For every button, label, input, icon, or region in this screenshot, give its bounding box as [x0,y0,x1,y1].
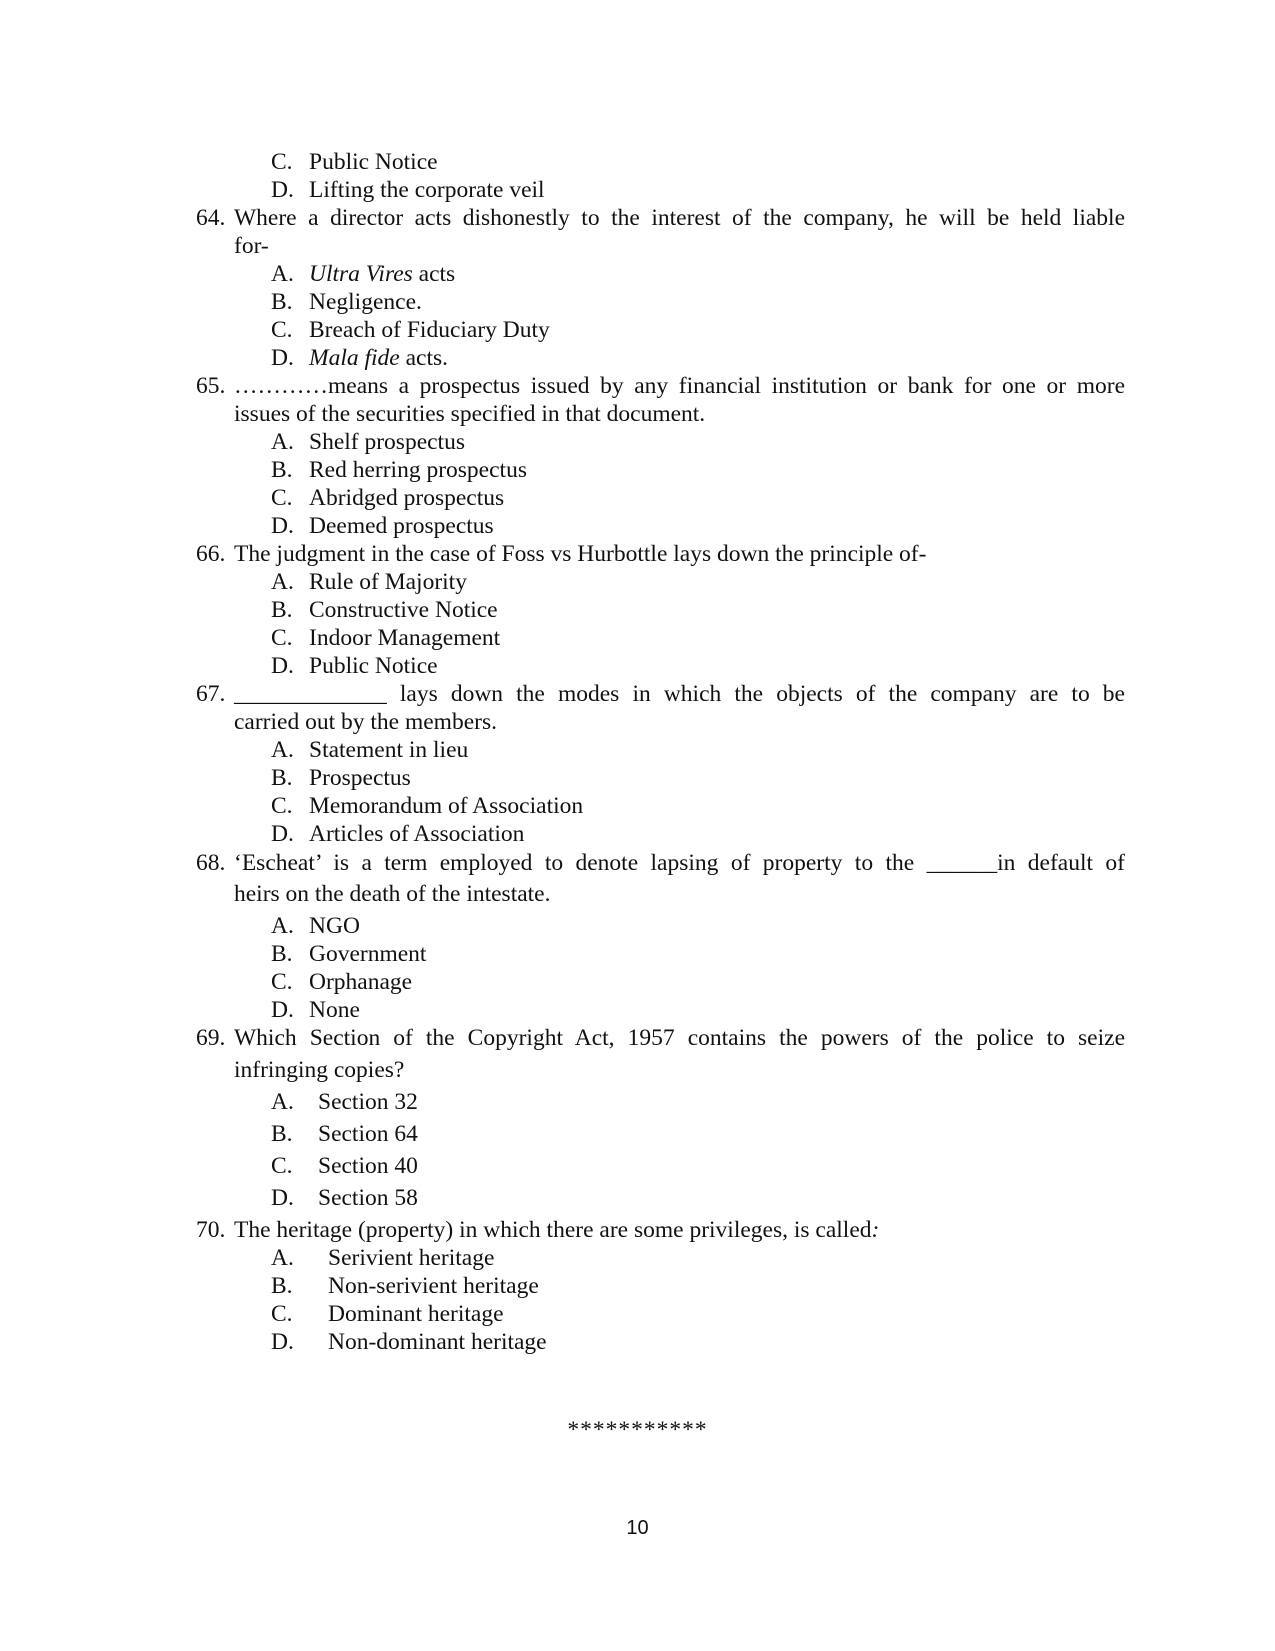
option-letter: C. [271,625,293,651]
option-letter: C. [271,149,293,175]
option-letter: D. [271,821,294,847]
option-letter: B. [271,457,293,483]
option-text: Section 58 [318,1185,418,1211]
option-letter: B. [271,289,293,315]
question-number: 69. [196,1025,226,1051]
question-text: for- [234,233,269,259]
option-letter: D. [271,345,294,371]
option-letter: B. [271,1273,293,1299]
question-text: Where a director acts dishonestly to the interest of the company, he will be held liable [234,205,1125,231]
question-number: 64. [196,205,226,231]
option-letter: D. [271,177,294,203]
option-letter: C. [271,1153,293,1179]
option-text: Serivient heritage [328,1245,495,1271]
option-letter: A. [271,913,294,939]
question-text: The judgment in the case of Foss vs Hurbottle lays down the principle of- [234,541,927,567]
option-text: Dominant heritage [328,1301,504,1327]
option-text: Constructive Notice [309,597,498,623]
option-text: Section 64 [318,1121,418,1147]
question-number: 65. [196,373,226,399]
option-letter: B. [271,1121,293,1147]
option-letter: C. [271,793,293,819]
option-text: Public Notice [309,653,438,679]
question-text: ‘Escheat’ is a term employed to denote lapsing of property to the ______in default of [234,850,1125,876]
option-text: Statement in lieu [309,737,469,763]
italic-term: Ultra Vires [309,261,413,287]
option-letter: A. [271,1245,294,1271]
option-letter: C. [271,485,293,511]
option-text: Government [309,941,427,967]
question-number: 68. [196,850,226,876]
option-text: Non-serivient heritage [328,1273,539,1299]
option-text: Negligence. [309,289,422,315]
italic-term: Mala fide [309,345,400,371]
option-letter: D. [271,1329,294,1355]
question-text: infringing copies? [234,1057,405,1083]
option-text: Public Notice [309,149,438,175]
option-text: Breach of Fiduciary Duty [309,317,550,343]
end-separator: *********** [567,1417,708,1443]
option-letter: B. [271,941,293,967]
option-letter: A. [271,1089,294,1115]
option-text: Memorandum of Association [309,793,584,819]
option-letter: A. [271,737,294,763]
option-text: Rule of Majority [309,569,467,595]
option-letter: A. [271,429,294,455]
option-text: Non-dominant heritage [328,1329,547,1355]
question-number: 67. [196,681,226,707]
question-number: 70. [196,1217,226,1243]
option-letter: D. [271,653,294,679]
option-text: Prospectus [309,765,411,791]
option-text: Shelf prospectus [309,429,465,455]
question-text: carried out by the members. [234,709,497,735]
question-text: _____________ lays down the modes in which the objects of the company are to be [234,681,1125,707]
option-letter: C. [271,1301,293,1327]
option-text: Orphanage [309,969,413,995]
option-text: Lifting the corporate veil [309,177,545,203]
option-text: Articles of Association [309,821,525,847]
question-text: The heritage (property) in which there are some privileges, is called: [234,1217,880,1243]
option-text: Ultra Vires acts [309,261,456,287]
option-text: Section 40 [318,1153,418,1179]
option-letter: D. [271,1185,294,1211]
question-text: issues of the securities specified in that document. [234,401,706,427]
option-text: Mala fide acts. [309,345,449,371]
option-letter: A. [271,569,294,595]
question-number: 66. [196,541,226,567]
option-letter: B. [271,765,293,791]
option-letter: D. [271,513,294,539]
option-text: Section 32 [318,1089,418,1115]
question-text: heirs on the death of the intestate. [234,881,551,907]
option-text: Indoor Management [309,625,501,651]
option-letter: A. [271,261,294,287]
option-letter: C. [271,969,293,995]
option-letter: B. [271,597,293,623]
option-text: Deemed prospectus [309,513,494,539]
option-text: None [309,997,360,1023]
option-text: NGO [309,913,360,939]
question-text: …………means a prospectus issued by any financial institution or bank for one or more [234,373,1125,399]
page-number: 10 [626,1517,649,1539]
question-text: Which Section of the Copyright Act, 1957 contains the powers of the police to seize [234,1025,1125,1051]
option-text: Red herring prospectus [309,457,527,483]
option-letter: D. [271,997,294,1023]
option-text: Abridged prospectus [309,485,505,511]
option-letter: C. [271,317,293,343]
